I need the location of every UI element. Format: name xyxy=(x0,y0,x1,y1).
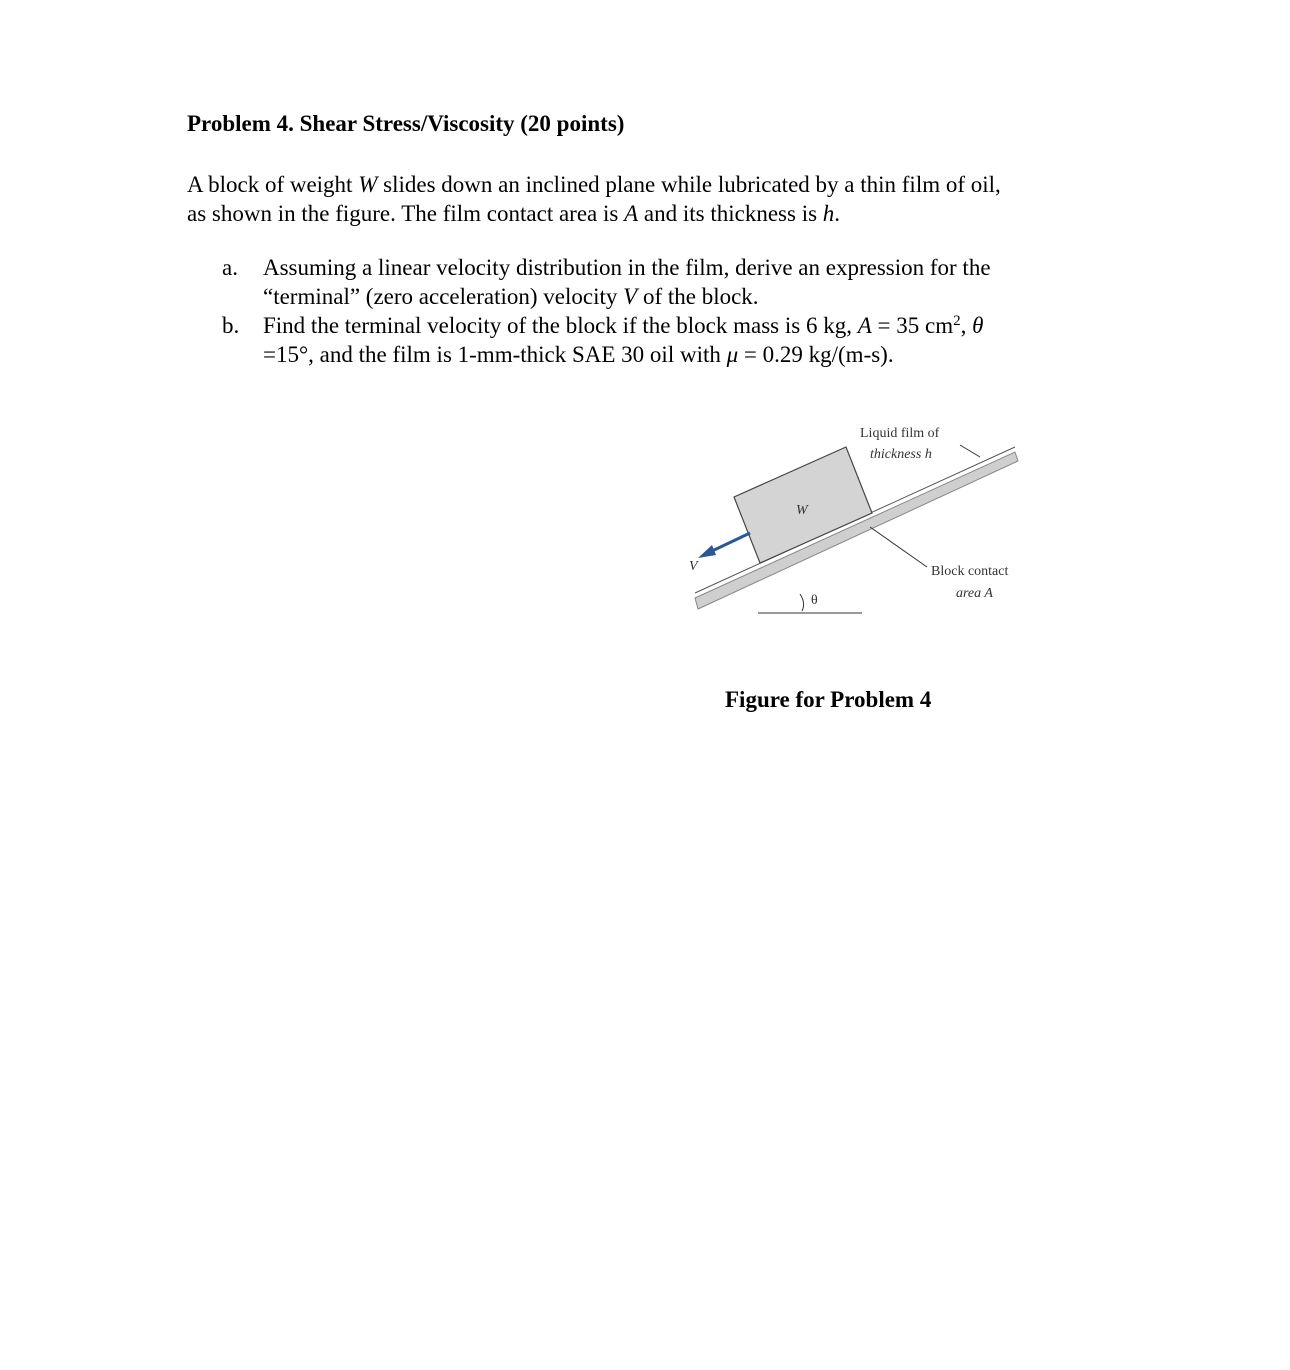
part-b-marker: b. xyxy=(222,313,240,338)
contact-label-line-1: Block contact xyxy=(931,564,1009,579)
intro-line-1 xyxy=(187,170,1127,199)
intro-var-w: W xyxy=(358,172,378,197)
incline-figure xyxy=(690,415,1050,645)
weight-label: W xyxy=(796,503,808,518)
part-a xyxy=(222,253,1122,311)
intro-text: and its thickness is xyxy=(638,201,823,226)
intro-text: as shown in the figure. The film contact area is xyxy=(187,201,625,226)
part-b-var-theta: θ xyxy=(972,313,984,338)
problem-intro xyxy=(187,170,1127,228)
part-b-text: , xyxy=(960,313,973,338)
part-b-text: Find the terminal velocity of the block if the block mass is 6 kg, xyxy=(263,313,858,338)
part-b-superscript: 2 xyxy=(953,313,961,329)
intro-text: . xyxy=(834,201,841,226)
velocity-label: V xyxy=(689,559,698,574)
intro-text: slides down an inclined plane while lubricated by a thin film of oil, xyxy=(377,172,1001,197)
part-b-line-1 xyxy=(263,311,1122,340)
velocity-arrow xyxy=(710,533,750,552)
part-b-text: = 35 cm xyxy=(871,313,954,338)
intro-line-2 xyxy=(187,199,1127,228)
contact-leader-line xyxy=(870,527,927,567)
intro-var-a: A xyxy=(624,201,639,226)
part-a-line-1: Assuming a linear velocity distribution in the film, derive an expression for the xyxy=(263,255,991,280)
angle-label: θ xyxy=(811,593,818,608)
figure-caption: Figure for Problem 4 xyxy=(725,687,932,712)
film-label-line-2: thickness h xyxy=(870,447,932,462)
part-a-text: “terminal” (zero acceleration) velocity xyxy=(263,284,624,309)
film-leader-line xyxy=(960,445,980,457)
part-b-var-a: A xyxy=(857,313,872,338)
angle-arc xyxy=(800,594,804,611)
part-b xyxy=(222,311,1122,369)
intro-text: A block of weight xyxy=(187,172,359,197)
contact-label-line-2: area A xyxy=(956,586,993,601)
part-a-var-v: V xyxy=(623,284,638,309)
problem-title: Problem 4. Shear Stress/Viscosity (20 points) xyxy=(187,111,625,136)
part-b-var-mu: μ xyxy=(726,342,739,367)
part-a-line-2 xyxy=(263,282,1122,311)
intro-var-h: h xyxy=(822,201,835,226)
part-a-text: of the block. xyxy=(637,284,759,309)
part-b-text: =15°, and the film is 1-mm-thick SAE 30 oil with xyxy=(263,342,727,367)
part-b-line-2 xyxy=(263,340,1122,369)
velocity-arrowhead xyxy=(698,545,716,558)
incline-diagram xyxy=(690,415,1050,645)
part-a-marker: a. xyxy=(222,255,238,280)
part-b-text: = 0.29 kg/(m-s). xyxy=(738,342,894,367)
problem-parts-list xyxy=(222,253,1122,369)
film-label-line-1: Liquid film of xyxy=(860,426,940,441)
